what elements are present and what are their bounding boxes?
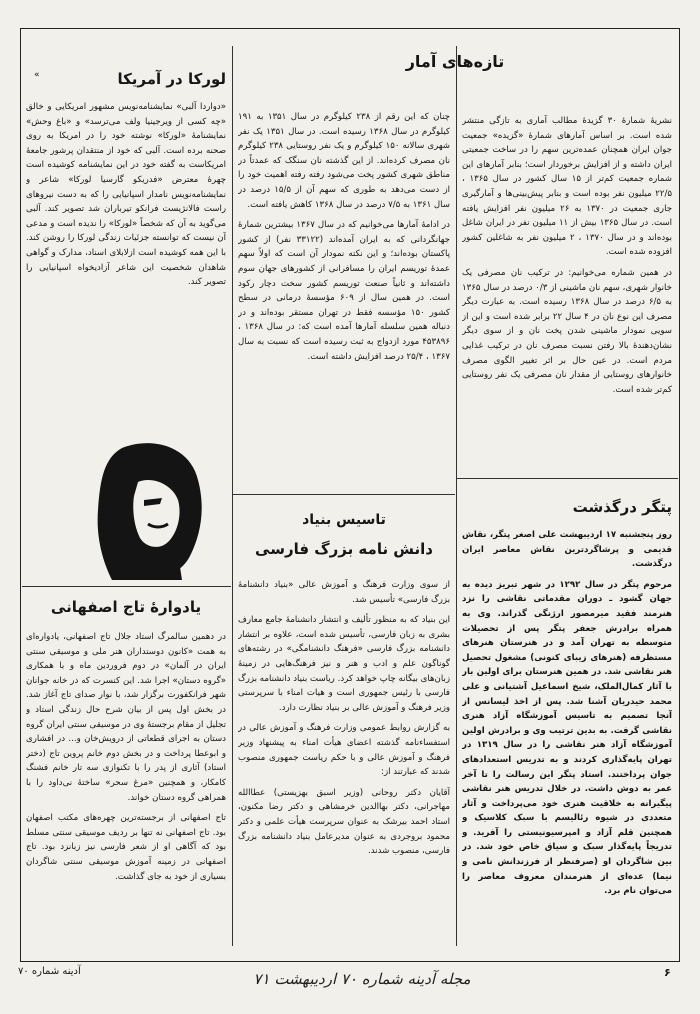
- foundation-paragraph: آقایان دکتر روحانی (وزیر اسبق بهزیستی) عطاالله مهاجرانی، دکتر بهاالدین خرمشاهی و دکتر رضا مکنون، استاد احمد بیرشک به عنوان سرپرست هیأت علمی و دکتر محمود بروجردی به عنوان مدیرعامل بنیاد دانشنامه بزرگ فارسی، منصوب شدند.: [238, 787, 450, 857]
- lorca-column: [26, 100, 226, 430]
- taj-paragraph: تاج اصفهانی از برجسته‌ترین چهره‌های مکتب اصفهان بود. تاج اصفهانی نه تنها بر ردیف موسیقی سنتی مسلط بود که آگاهی او از شعر فارسی نیز زبانزد بود. تاج اصفهانی در زمینه آموزش موسیقی سنتی شاگردان بسیاری از خود به جای گذاشت.: [26, 813, 226, 882]
- column-divider-right: [456, 46, 457, 946]
- taj-column: [26, 630, 226, 955]
- foundation-title-line2: دانش نامه بزرگ فارسی: [255, 540, 433, 558]
- foundation-paragraph: این بنیاد که به منظور تألیف و انتشار دانشنامهٔ جامع معارف بشری به زبان فارسی، تأسیس شده است، علاوه بر انتشار دانشنامه بزرگ فارسی «فرهنگ دانشنامگی» در رشته‌های گوناگون علم و ادب و هنر و نیز فرهنگ‌هایی در زمینهٔ زبان‌های بیگانه چاپ خواهد کرد. ریاست بنیاد دانشنامه بزرگ فارسی با رئیس جمهوری است و هیات امناء با سرپرستی وزیر فرهنگ و آموزش عالی بر بنیاد نظارت دارد.: [238, 615, 450, 713]
- foundation-title-line1: تاسیس بنیاد: [302, 512, 386, 528]
- foundation-column: [238, 578, 450, 956]
- foundation-paragraph: از سوی وزارت فرهنگ و آموزش عالی «بنیاد دانشنامهٔ بزرگ فارسی» تأسیس شد.: [238, 580, 450, 605]
- stats-column-right: [462, 114, 672, 476]
- portrait-illustration: [82, 440, 212, 580]
- page-number: ۶: [664, 966, 671, 979]
- stats-paragraph: چنان که این رقم از ۲۳۸ کیلوگرم در سال ۱۳۵۱ به ۱۹۱ کیلوگرم در سال ۱۳۶۸ رسیده است. در سال ۱۳۵۱ یک نفر شهری سالانه ۱۵۰ کیلوگرم و یک نفر روستایی ۲۳۸ کیلوگرم نان مصرف کرده‌اند. از این گذشته نان سنگک که عمدتاً در مناطق شهری کشور پخت می‌شود رفته رفته اهمیت خود را از دست می‌دهد به طوری که سهم آن از ۱۵/۵ درصد در سال ۱۳۶۱ به ۷/۵ درصد در سال ۱۳۶۸ کاهش یافته است.: [238, 112, 450, 210]
- pangar-paragraph: مرحوم پتگر در سال ۱۲۹۲ در شهر تبریز دیده به جهان گشود ـ دوران مقدماتی نقاشی را نزد هنرمند فقید میرمصور ارژنگی گذراند. وی به همراه برادرش جعفر پتگر پس از تحصیلات متوسطه به تهران آمد و در هنرستان هنرهای مستظرفه (هنرهای زیبای کنونی) مشغول تحصیل هنر نقاشی شد. در همین هنرستان برای اولین بار با آثار کمال‌الملک، شیخ اسماعیل آشتیانی و علی محمد حیدریان آشنا شد. پس از اخذ لیسانس از آنجا تصمیم به تاسیس آموزشگاه آزاد هنری نقاشی گرفت. به بدین ترتیب وی و برادرش اولین آموزشگاه آزاد هنر نقاشی را در سال ۱۳۱۹ در تهران پایه‌گذاری کردند و به تدریس استعدادهای جوان پرداختند. استاد پتگر این رسالت را تا آخر عمر به دوش داشت. در خلال تدریس هنر نقاشی پیگیرانه به خلاقیت هنری خود می‌پرداخت و آثار متعددی در شیوه رئالیسم با سبک کلاسیک و همچنین قلم آزاد و امپرسیونیستی را آفرید. و تدریجاً پایه‌گذار سبک و سیاق خاص خود شد. در بین شاگردان او (صرفنظر از فرزندانش نامی و نیما) عده‌ای از هنرمندان معروف معاصر را می‌توان نام برد.: [462, 579, 672, 897]
- taj-paragraph: در دهمین سالمرگ استاد جلال تاج اصفهانی، یادواره‌ای به همت «کانون دوستداران هنر ملی و موسیقی سنتی ایران در آلمان» در دوم فروردین ماه و با همکاری «گروه دستان» اجرا شد. این کنسرت که در خانه جوانان شهر فرانکفورت برگزار شد، با نوار صدای تاج آغاز شد. در بخش اول پس از بیان شرح حال زندگی استاد و تجلیل از مقام برجستهٔ وی در موسیقی سنتی ایران گروه دستان به اجرای قطعاتی از درویش‌خان و... در افشاری و ابوعطا پرداخت و در بخش دوم خانم پروین تاج (دختر استاد) آثاری از پدر را با تکنوازی سه تار خانم فشنگ کامکار، و همچنین «مرغ سحر» ساختهٔ نی‌داود را با همراهی گروه دستان خواند.: [26, 632, 226, 803]
- foundation-paragraph: به گزارش روابط عمومی وزارت فرهنگ و آموزش عالی در استفساءنامه گذشته اعضای هیأت امناء به پیشنهاد وزیر فرهنگ و آموزش عالی و با حکم ریاست جمهوری منصوب شدند که عبارتند از:: [238, 723, 450, 778]
- stats-paragraph: نشریهٔ شمارهٔ ۳۰ گزیدهٔ مطالب آماری به تازگی منتشر شده است. بر اساس آمارهای شمارهٔ «گزیده» جمعیت جوان ایران همچنان عمده‌ترین سهم را در ساخت جمعیتی ایران داشته و از افزایش برخوردار است؛ بنابر آمارهای این شماره جمعیت کم‌تر از ۱۵ سال کشور در سال ۱۳۶۵ ، ۲۲/۵ میلیون نفر بوده است و بنابر پیش‌بینی‌ها و آمارگیری جاری جمعیت در ۱۳۷۰ به ۲۶ میلیون نفر افزایش یافته است. در سال ۱۳۶۵ بیش از ۱۱ میلیون نفر در ایران شاغل بوده‌اند و در سال ۱۳۷۰ ، ۲ میلیون نفر به شاغلین کشور افزوده شده است.: [462, 116, 672, 258]
- issue-line: آدینه شماره ۷۰: [18, 966, 81, 977]
- column-divider-left: [232, 46, 233, 946]
- pangar-lead: روز پنجشنبه ۱۷ اردیبهشت علی اصغر پتگر، نقاش قدیمی و پرشاگردترین نقاش معاصر ایران درگذشت.: [462, 530, 672, 570]
- pangar-title: پتگر درگذشت: [572, 498, 672, 516]
- lorca-title: لورکا در آمریکا: [117, 70, 226, 88]
- section-divider-middle: [233, 494, 455, 495]
- margin-mark: «: [34, 70, 40, 80]
- lorca-paragraph: «دواردا آلبی» نمایشنامه‌نویس مشهور امریکایی و خالق «چه کسی از ویرجینیا ولف می‌ترسد» و «باغ وحش» نمایشنامهٔ «لورکا» نوشته خود را در امریکا به روی صحنه برده است. آلبی که خود از منتقدان پرشور جامعهٔ امریکاست به گفته خود در این نمایشنامه کوشیده است چهرهٔ معترض «فدریکو گارسیا لورکا» شاعر و نمایشنامه‌نویس نامدار اسپانیایی را که به دست نیروهای راست فالانژیست فرانکو تیرباران شد تصویر کند. آلبی می‌گوید به آن که شخصاً «لورکا» را ندیده است و مدعی آن نیست که توانسته جزئیات زندگی لورکا را روشن کند. با این همه کوشیده است ازلابلای اسناد، مدارک و گواهی شاهدان شخصیت این شاعر آزادیخواه اسپانیایی را تصویر کند.: [26, 102, 226, 288]
- stats-paragraph: در ادامهٔ آمارها می‌خوانیم که در سال ۱۳۶۷ بیشترین شمارهٔ جهانگردانی که به ایران آمده‌اند (۳۳۱۲۲ نفر) از کشور پاکستان بوده‌اند؛ و این نکته نمودار آن است که اولاً سهم عمدهٔ توریسم ایران را مسافرانی از کشورهای جهان سوم داشته‌اند و ثانیاً صنعت توریسم کشور سخت دچار رکود است. در همین سال از ۶۰۹ مؤسسهٔ درمانی در سطح کشور ۱۵۰ مؤسسه فقط در تهران مستقر بوده‌اند و در دنباله همین سلسله آمارها آمده است که: در سال ۱۳۶۸ ، ۴۵۳۸۹۶ مورد ازدواج به ثبت رسیده است که نسبت به سال ۱۳۶۷ ، ۲۵/۴ درصد افزایش داشته است.: [238, 220, 450, 362]
- taj-title: یادوارهٔ تاج اصفهانی: [50, 598, 202, 616]
- stats-column-left: [238, 110, 450, 485]
- stats-paragraph: در همین شماره می‌خوانیم: در ترکیب نان مصرفی یک خانوار شهری، سهم نان ماشینی از ۰/۳ درصد در سال ۱۳۶۵ به ۶/۵ درصد در سال ۱۳۶۸ رسیده است. به عبارت دیگر مصرف این نوع نان در ۴ سال ۲۲ برابر شده است و این از سویی نمودار ماشینی شدن پخت نان و از سوی دیگر نشان‌دهندهٔ بالا رفتن نسبت مصرف نان در ترکیب غذایی مردم است. در عین حال بر اثر تغییر الگوی مصرف خانوارهای روستایی از مقدار نان مصرفی یک نفر روستایی کم‌تر شده است.: [462, 267, 672, 395]
- pangar-column: [462, 528, 672, 956]
- section-divider-left: [22, 586, 231, 587]
- stats-title: تازه‌های آمار: [405, 52, 505, 71]
- section-divider-right: [457, 478, 678, 479]
- handwritten-note: مجله آدینه شماره ۷۰ اردیبهشت ۷۱: [253, 970, 471, 988]
